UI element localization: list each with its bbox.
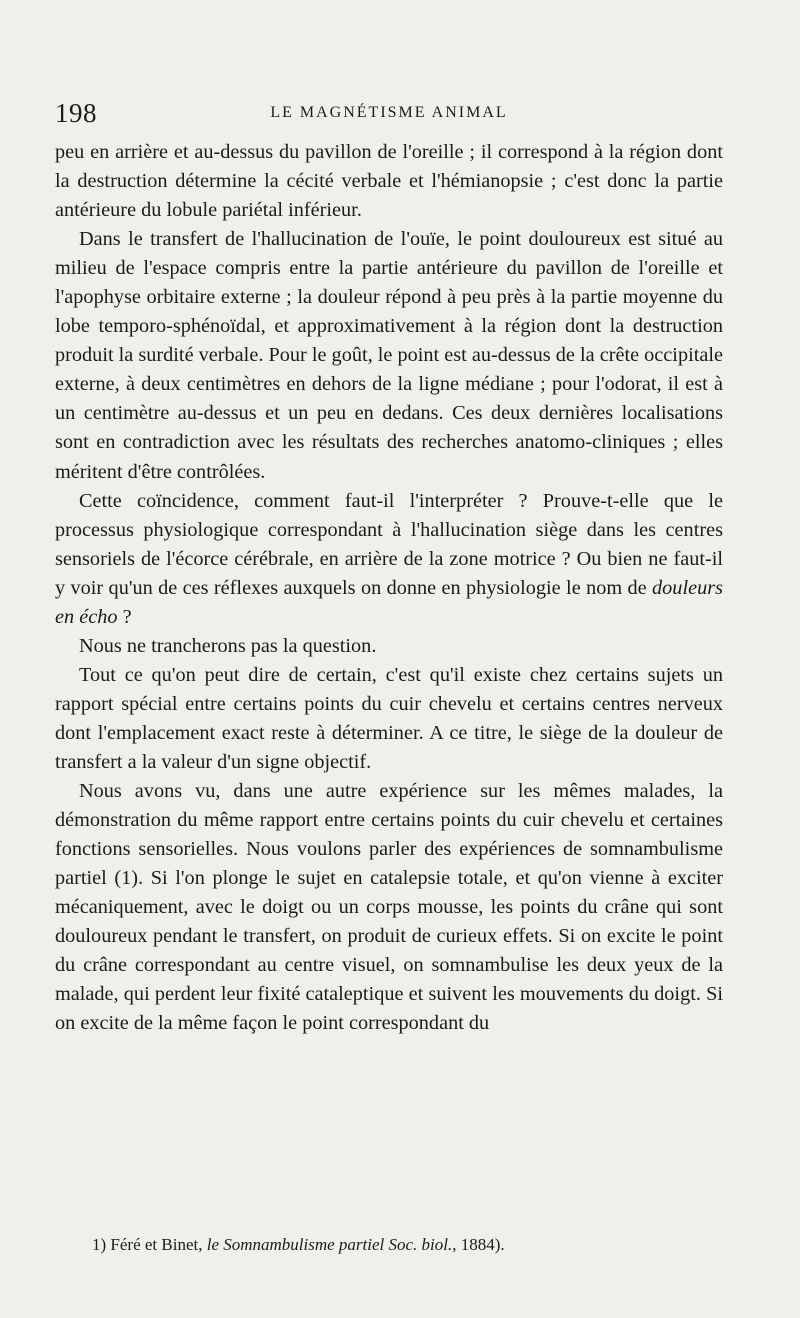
page-number: 198	[55, 98, 97, 128]
paragraph-3-italic: douleurs en écho	[55, 576, 723, 628]
footnote	[92, 1234, 732, 1256]
paragraph-5: Tout ce qu'on peut dire de certain, c'est qu'il existe chez certains sujets un rapport spécial entre certains points du cuir chevelu et certains centres nerveux dont l'emplacement exact reste à déterminer. A ce titre, le siège de la douleur de transfert a la valeur d'un signe objectif.	[55, 663, 723, 773]
paragraph-3-end: ?	[117, 605, 132, 628]
footnote-year: , 1884).	[452, 1235, 505, 1254]
footnote-authors: 1) Féré et Binet,	[92, 1235, 207, 1254]
running-head: LE MAGNÉTISME ANIMAL	[270, 104, 508, 121]
paragraph-4: Nous ne trancherons pas la question.	[79, 634, 377, 657]
body-text	[55, 138, 723, 1038]
paragraph-3-text: Cette coïncidence, comment faut-il l'interpréter ? Prouve-t-elle que le processus physiologique correspondant à l'hallucination siège dans les centres sensoriels de l'écorce cérébrale, en arrière de la zone motrice ? Ou bien ne faut-il y voir qu'un de ces réflexes auxquels on donne en physiologie le nom de	[55, 489, 723, 599]
footnote-title: le Somnambulisme partiel Soc. biol.	[206, 1235, 453, 1254]
paragraph-2: Dans le transfert de l'hallucination de l'ouïe, le point douloureux est situé au milieu de l'espace compris entre la partie antérieure du pavillon de l'oreille et l'apophyse orbitaire externe ; la douleur répond à peu près à la partie moyenne du lobe temporo-sphénoïdal, et approximativement à la région dont la destruction produit la surdité verbale. Pour le goût, le point est au-dessus de la crête occipitale externe, à deux centimètres en dehors de la ligne médiane ; pour l'odorat, il est à un centimètre au-dessus et un peu en dedans. Ces deux dernières localisations sont en contradiction avec les résultats des recherches anatomo-cliniques ; elles méritent d'être contrôlées.	[55, 228, 723, 483]
paragraph-3	[55, 487, 723, 632]
page-header	[55, 98, 723, 138]
paragraph-1: peu en arrière et au-dessus du pavillon de l'oreille ; il correspond à la région dont la destruction détermine la cécité verbale et l'hémianopsie ; c'est donc la partie antérieure du lobule pariétal inférieur.	[55, 141, 723, 222]
paragraph-6: Nous avons vu, dans une autre expérience sur les mêmes malades, la démonstration du même rapport entre certains points du cuir chevelu et certaines fonctions sensorielles. Nous voulons parler des expériences de somnambulisme partiel (1). Si l'on plonge le sujet en catalepsie totale, et qu'on vienne à exciter mécaniquement, avec le doigt ou un corps mousse, les points du crâne qui sont douloureux pendant le transfert, on produit de curieux effets. Si on excite le point du crâne correspondant au centre visuel, on somnambulise les deux yeux de la malade, qui perdent leur fixité cataleptique et suivent les mouvements du doigt. Si on excite de la même façon le point correspondant du	[55, 780, 723, 1035]
